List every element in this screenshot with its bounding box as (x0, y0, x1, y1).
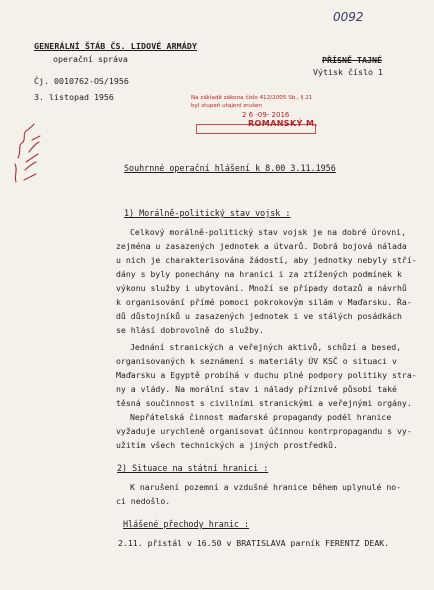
paragraph-2-line: Jednání stranických a veřejných aktivů, schůzí a besed, (130, 342, 402, 352)
document-date: 3. listopad 1956 (34, 92, 114, 102)
paragraph-1-line: u nich je charakterisována žádostí, aby jednotky nebyly stří- (116, 255, 417, 265)
stamp-date: 2 6 -09- 2016 (242, 111, 290, 119)
paragraph-1-line: k organisování přímé pomoci pokrokovým silám v Maďarsku. Řa- (116, 297, 412, 307)
stamp-line-2: byl stupeň utajení zrušen (191, 103, 262, 109)
archive-number: 0092 (333, 10, 364, 24)
handwritten-note-icon (6, 118, 46, 188)
report-title: Souhrnné operační hlášení k 8.00 3.11.1956 (124, 163, 336, 173)
paragraph-2-line: ny a vlády. Na morální stav i nálady příznivě působí také (116, 384, 397, 394)
paragraph-3-line: vyžaduje urychleně organisovat účinnou kontrpropagandu s vy- (116, 426, 412, 436)
organization-name: GENERÁLNÍ ŠTÁB ČS. LIDOVÉ ARMÁDY (34, 41, 198, 51)
department-name: operační správa (53, 54, 128, 64)
copy-number: Výtisk číslo 1 (313, 67, 383, 77)
section-2-heading: 2) Situace na státní hranici : (117, 463, 269, 473)
paragraph-1-line: dány s byly ponechány na hranici i za ztížených podmínek k (116, 269, 402, 279)
section-1-heading: 1) Morálně-politický stav vojsk : (124, 208, 291, 218)
paragraph-2-line: organisovaných k seznámení s materiály ÚV KSČ o situaci v (116, 356, 397, 366)
stamp-name: ROMANSKÝ M. (248, 119, 318, 128)
paragraph-1-line: se hlásí dobrovolně do služby. (116, 325, 264, 335)
paragraph-4-line: ci nedošlo. (116, 496, 171, 506)
paragraph-4-line: K narušení pozemní a vzdušné hranice během uplynulé no- (130, 482, 402, 492)
reference-number: Čj. 0010762-OS/1956 (34, 76, 129, 86)
paragraph-1-line: výkonu služby i ubytování. Množí se případy dotazů a návrhů (116, 283, 407, 293)
paragraph-1-line: dů důstojníků u zasazených jednotek i ve stálých posádkách (116, 311, 402, 321)
paragraph-3-line: Nepřátelská činnost maďarské propagandy podél hranice (130, 412, 392, 422)
stamp-name-box (196, 119, 316, 129)
section-3-heading: Hlášené přechody hranic : (123, 519, 250, 529)
paragraph-2-line: těsná součinnost s civilními stranickými a veřejnými orgány. (116, 398, 412, 408)
border-crossing-line: 2.11. přistál v 16.50 v BRATISLAVA parník FERENTZ DEAK. (118, 538, 390, 548)
paragraph-1-line: Celkový morálně-politický stav vojsk je na dobré úrovni, (130, 227, 407, 237)
classification-struck: PŘÍSNĚ TAJNÉ (322, 55, 382, 65)
paragraph-1-line: zejména u zasazených jednotek a útvarů. Dobrá bojová nálada (116, 241, 407, 251)
paragraph-2-line: Maďarsku a Egyptě probíhá v duchu plné podpory politiky stra- (116, 370, 417, 380)
paragraph-3-line: užitím všech technických a jiných prostředků. (116, 440, 338, 450)
stamp-line-1: Na základě zákona číslo 412/2005 Sb., § 21 (191, 95, 313, 101)
